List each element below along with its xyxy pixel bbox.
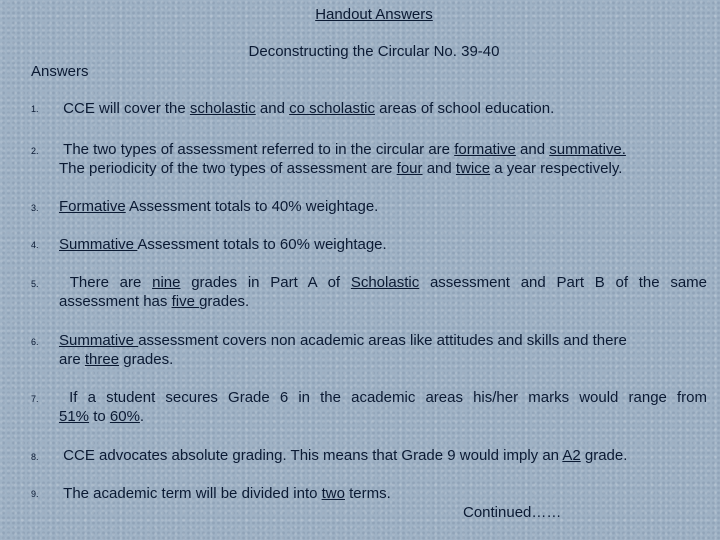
- continued-label: Continued……: [463, 504, 562, 521]
- item-7-line-1: If a student secures Grade 6 in the academic areas his/her marks would range from: [69, 389, 708, 406]
- item-5-line-1: There are nine grades in Part A of Scholastic assessment and Part B of the same: [69, 274, 708, 291]
- item-6-line-2: are three grades.: [59, 351, 174, 368]
- handout-title: Handout Answers: [315, 6, 433, 23]
- item-number: 9.: [31, 489, 39, 499]
- item-1-line-1: CCE will cover the scholastic and co scholastic areas of school education.: [63, 100, 555, 117]
- item-9-line-1: The academic term will be divided into two terms.: [63, 485, 391, 502]
- item-7-line-2: 51% to 60%.: [59, 408, 145, 425]
- item-2-line-2: The periodicity of the two types of assessment are four and twice a year respectively.: [59, 160, 623, 177]
- item-number: 3.: [31, 203, 39, 213]
- handout-subtitle: Deconstructing the Circular No. 39-40: [248, 43, 500, 60]
- item-8-line-1: CCE advocates absolute grading. This means that Grade 9 would imply an A2 grade.: [63, 447, 628, 464]
- item-number: 8.: [31, 452, 39, 462]
- item-2-line-1: The two types of assessment referred to in the circular are formative and summative.: [63, 141, 626, 158]
- answers-heading: Answers: [31, 63, 89, 80]
- item-number: 4.: [31, 240, 39, 250]
- item-3-line-1: Formative Assessment totals to 40% weightage.: [59, 198, 379, 215]
- item-number: 5.: [31, 279, 39, 289]
- item-number: 7.: [31, 394, 39, 404]
- item-5-line-2: assessment has five grades.: [59, 293, 250, 310]
- item-6-line-1: Summative assessment covers non academic areas like attitudes and skills and there: [59, 332, 627, 349]
- item-number: 1.: [31, 104, 39, 114]
- item-number: 6.: [31, 337, 39, 347]
- item-number: 2.: [31, 146, 39, 156]
- item-4-line-1: Summative Assessment totals to 60% weightage.: [59, 236, 387, 253]
